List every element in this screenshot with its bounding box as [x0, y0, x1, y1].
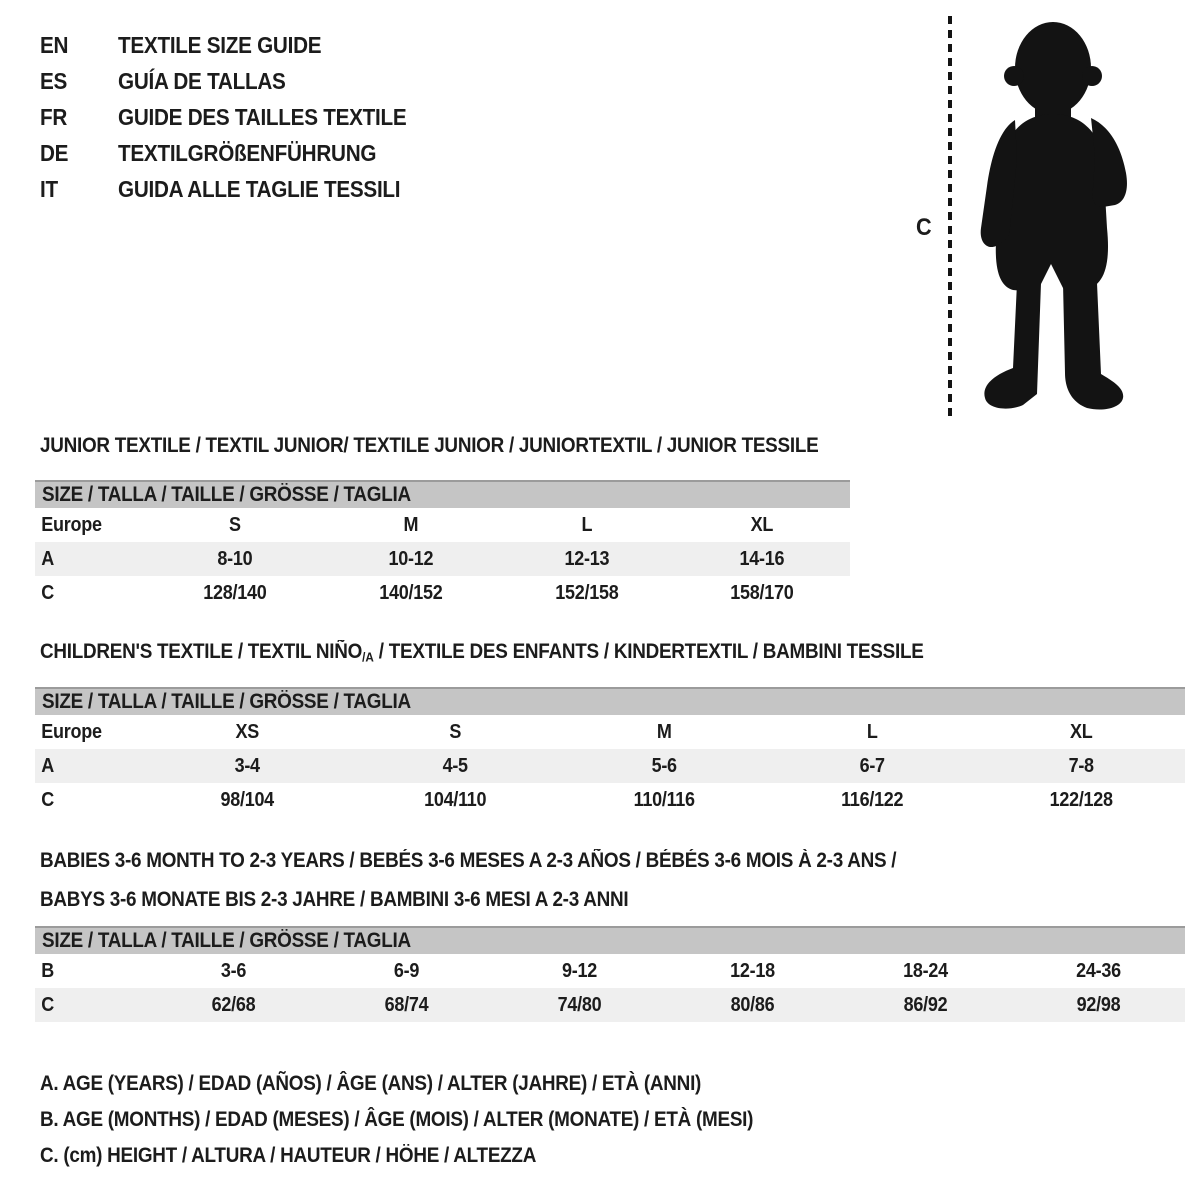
size-value-cell: S	[449, 720, 462, 743]
language-code: DE	[40, 140, 69, 166]
row-label-cell: B	[41, 959, 55, 982]
size-table-header	[35, 480, 850, 508]
table-row	[35, 749, 1185, 783]
size-value-cell: 12-18	[730, 959, 775, 982]
row-label-cell: C	[41, 993, 55, 1016]
height-measure-label: C	[916, 214, 932, 241]
junior-section-title-text: JUNIOR TEXTILE / TEXTIL JUNIOR/ TEXTILE JUNIOR / JUNIORTEXTIL / JUNIOR TESSILE	[40, 434, 819, 457]
table-row	[35, 542, 850, 576]
row-label-cell: Europe	[41, 720, 102, 743]
size-value-cell: 140/152	[379, 581, 443, 604]
language-code: FR	[40, 104, 68, 130]
legend-line-b	[40, 1102, 832, 1138]
children-title-pre: CHILDREN'S TEXTILE / TEXTIL NIÑO	[40, 640, 363, 663]
babies-title-line1: BABIES 3-6 MONTH TO 2-3 YEARS / BEBÉS 3-6 MESES A 2-3 AÑOS / BÉBÉS 3-6 MOIS À 2-3 ANS /	[40, 849, 897, 872]
babies-title-line2-wrap	[40, 880, 991, 919]
size-value-cell: L	[581, 513, 592, 536]
guide-title: TEXTILGRÖßENFÜHRUNG	[118, 140, 377, 166]
children-section-title-text	[40, 640, 924, 669]
size-value-cell: 104/110	[424, 788, 487, 811]
children-section-title	[40, 640, 1022, 669]
size-value-cell: M	[403, 513, 418, 536]
table-row	[35, 576, 850, 610]
size-value-cell: 18-24	[903, 959, 948, 982]
size-table-header-text: SIZE / TALLA / TAILLE / GRÖSSE / TAGLIA	[42, 483, 411, 506]
size-value-cell: 14-16	[739, 547, 785, 570]
size-value-cell: 62/68	[211, 993, 256, 1016]
row-label-cell: C	[41, 581, 55, 604]
guide-title: GUÍA DE TALLAS	[118, 68, 286, 94]
size-value-cell: 86/92	[903, 993, 948, 1016]
babies-title-line2: BABYS 3-6 MONATE BIS 2-3 JAHRE / BAMBINI 3-6 MESI A 2-3 ANNI	[40, 888, 629, 911]
legend-line-a-text: A. AGE (YEARS) / EDAD (AÑOS) / ÂGE (ANS) / ALTER (JAHRE) / ETÀ (ANNI)	[40, 1072, 702, 1095]
babies-size-table	[35, 926, 1185, 1022]
size-table-header-text: SIZE / TALLA / TAILLE / GRÖSSE / TAGLIA	[42, 690, 411, 713]
children-title-subscript: /A	[362, 649, 374, 665]
legend-line-a	[40, 1066, 832, 1102]
children-size-table	[35, 687, 1185, 817]
row-label-cell: A	[41, 547, 55, 570]
size-value-cell: 74/80	[557, 993, 602, 1016]
size-value-cell: 12-13	[564, 547, 609, 570]
guide-title: GUIDA ALLE TAGLIE TESSILI	[118, 176, 401, 202]
size-value-cell: 98/104	[220, 788, 274, 811]
size-value-cell: 128/140	[203, 581, 267, 604]
size-value-cell: 80/86	[730, 993, 775, 1016]
junior-size-table	[35, 480, 850, 610]
size-value-cell: 152/158	[554, 581, 618, 604]
language-code: IT	[40, 176, 58, 202]
size-value-cell: 4-5	[442, 754, 469, 777]
size-value-cell: M	[656, 720, 672, 743]
size-value-cell: 158/170	[730, 581, 794, 604]
table-row	[35, 715, 1185, 749]
size-table-header	[35, 926, 1185, 954]
row-label-cell: C	[41, 788, 55, 811]
junior-section-title	[40, 434, 905, 458]
table-row	[35, 508, 850, 542]
size-value-cell: 92/98	[1076, 993, 1121, 1016]
table-row	[35, 988, 1185, 1022]
size-value-cell: 10-12	[388, 547, 433, 570]
legend-line-c-text: C. (cm) HEIGHT / ALTURA / HAUTEUR / HÖHE / ALTEZZA	[40, 1144, 537, 1167]
size-value-cell: 68/74	[384, 993, 429, 1016]
size-value-cell: 116/122	[841, 788, 904, 811]
size-value-cell: 6-7	[859, 754, 886, 777]
legend-line-b-text: B. AGE (MONTHS) / EDAD (MESES) / ÂGE (MOIS) / ALTER (MONATE) / ETÀ (MESI)	[40, 1108, 754, 1131]
size-value-cell: 110/116	[633, 788, 695, 811]
row-label-cell: A	[41, 754, 55, 777]
size-table-header	[35, 687, 1185, 715]
size-value-cell: 8-10	[217, 547, 253, 570]
table-row	[35, 783, 1185, 817]
language-code: EN	[40, 32, 69, 58]
row-label-cell: Europe	[41, 513, 102, 536]
size-table-header-text: SIZE / TALLA / TAILLE / GRÖSSE / TAGLIA	[42, 929, 411, 952]
size-value-cell: 24-36	[1076, 959, 1121, 982]
size-value-cell: 9-12	[562, 959, 597, 982]
table-row	[35, 954, 1185, 988]
language-code: ES	[40, 68, 68, 94]
size-value-cell: 122/128	[1049, 788, 1113, 811]
size-value-cell: 7-8	[1068, 754, 1094, 777]
junior-table-body	[35, 508, 850, 610]
toddler-silhouette	[963, 18, 1135, 416]
size-value-cell: 3-6	[220, 959, 247, 982]
size-value-cell: XL	[750, 513, 774, 536]
children-table-body	[35, 715, 1185, 817]
size-value-cell: 6-9	[393, 959, 420, 982]
size-value-cell: L	[867, 720, 878, 743]
size-value-cell: 3-4	[234, 754, 260, 777]
babies-section-title	[40, 841, 991, 919]
legend-line-c	[40, 1138, 832, 1174]
measurement-legend	[40, 1066, 832, 1174]
babies-title-line1-wrap	[40, 841, 991, 880]
height-measure-dashed-line	[948, 16, 952, 416]
size-value-cell: 5-6	[651, 754, 677, 777]
children-title-post: / TEXTILE DES ENFANTS / KINDERTEXTIL / BAMBINI TESSILE	[373, 640, 924, 663]
size-value-cell: XS	[235, 720, 259, 743]
size-value-cell: S	[228, 513, 241, 536]
size-value-cell: XL	[1069, 720, 1093, 743]
guide-title: GUIDE DES TAILLES TEXTILE	[118, 104, 407, 130]
guide-title: TEXTILE SIZE GUIDE	[118, 32, 322, 58]
babies-table-body	[35, 954, 1185, 1022]
